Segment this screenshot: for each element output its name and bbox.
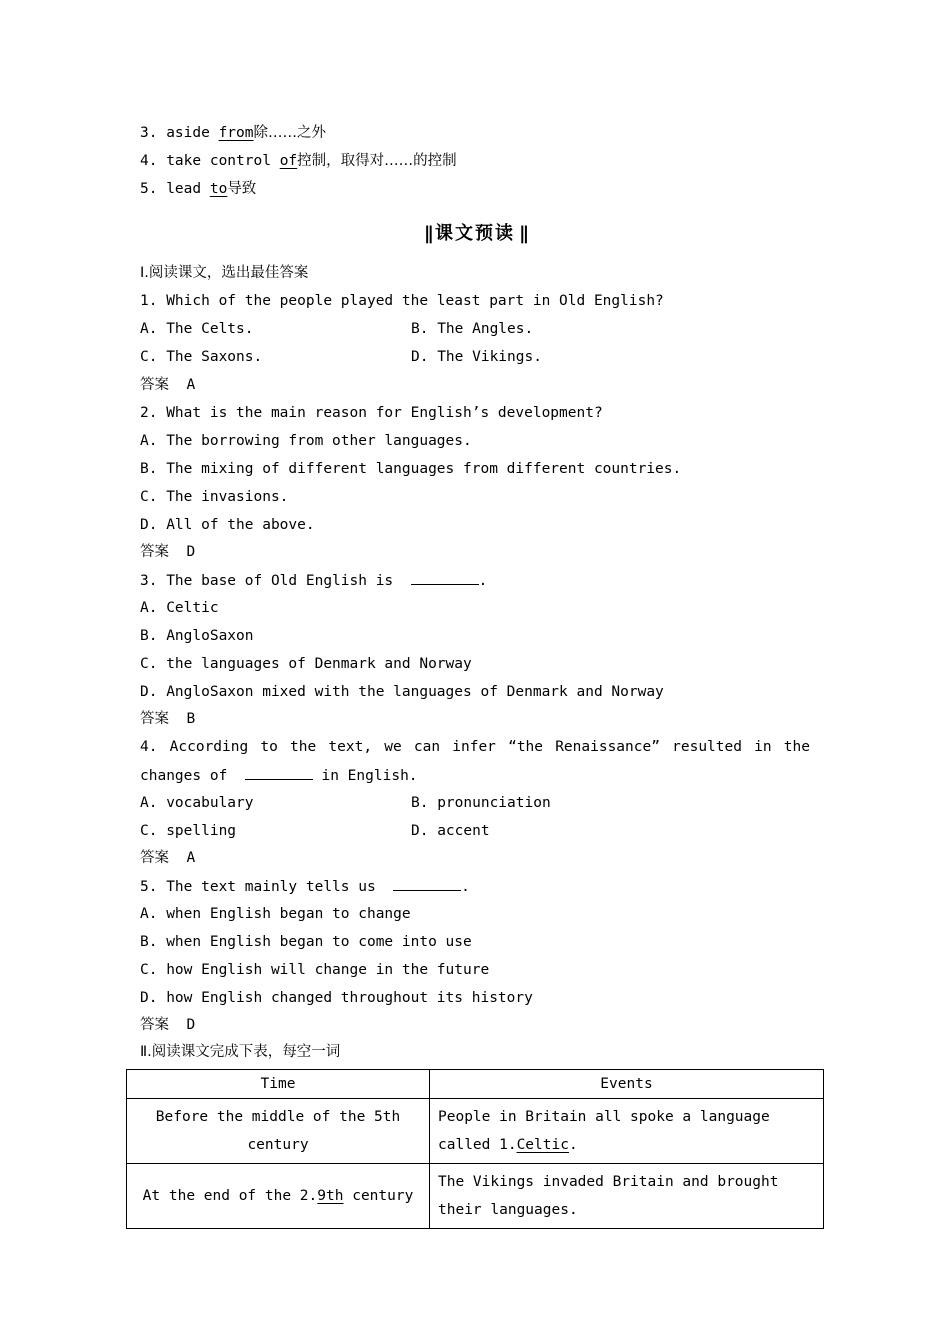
- part1-title: Ⅰ.阅读课文，选出最佳答案: [140, 265, 309, 281]
- option-b: B. when English began to come into use: [140, 934, 472, 950]
- option-b: B. The mixing of different languages from different countries.: [140, 461, 682, 477]
- option-a: A. vocabulary: [140, 795, 254, 811]
- vocab-item-5: 5. lead to导致: [140, 181, 257, 197]
- option-b: B. The Angles.: [411, 321, 534, 337]
- part2-title: Ⅱ.阅读课文完成下表，每空一词: [140, 1044, 341, 1060]
- answer-1: 答案 A: [140, 377, 196, 393]
- vocab-answer: of: [279, 153, 298, 169]
- section-title: || 课文预读 ||: [423, 223, 527, 244]
- timeline-table: [126, 1069, 824, 1229]
- events-cell: People in Britain all spoke a language called 1.Celtic.: [430, 1099, 824, 1164]
- vocab-item-3: 3. aside from除……之外: [140, 125, 326, 141]
- answer-4: 答案 A: [140, 850, 196, 866]
- answer-2: 答案 D: [140, 544, 196, 560]
- option-c: C. spelling: [140, 823, 237, 839]
- option-c: C. The Saxons.: [140, 349, 263, 365]
- answer-3: 答案 B: [140, 711, 196, 727]
- option-d: D. AngloSaxon mixed with the languages of Denmark and Norway: [140, 684, 664, 700]
- vocab-answer: to: [209, 181, 228, 197]
- table-row: [127, 1164, 824, 1229]
- option-a: A. when English began to change: [140, 906, 411, 922]
- option-d: D. how English changed throughout its history: [140, 990, 533, 1006]
- vocab-answer: from: [218, 125, 254, 141]
- table-header-row: [127, 1070, 824, 1099]
- question-4-line2: changes of in English.: [140, 765, 418, 786]
- time-cell: Before the middle of the 5th century: [127, 1099, 430, 1164]
- option-d: D. The Vikings.: [411, 349, 542, 365]
- answer-blank: [245, 765, 313, 780]
- question-5: 5. The text mainly tells us .: [140, 876, 470, 897]
- option-a: A. Celtic: [140, 600, 219, 616]
- question-2: 2. What is the main reason for English’s development?: [140, 405, 603, 421]
- option-c: C. the languages of Denmark and Norway: [140, 656, 472, 672]
- blank-answer: Celtic: [516, 1137, 569, 1153]
- answer-blank: [411, 570, 479, 585]
- question-3: 3. The base of Old English is .: [140, 570, 487, 591]
- table-row: [127, 1099, 824, 1164]
- option-c: C. how English will change in the future: [140, 962, 490, 978]
- option-d: D. All of the above.: [140, 517, 315, 533]
- option-d: D. accent: [411, 823, 490, 839]
- option-c: C. The invasions.: [140, 489, 289, 505]
- time-cell: At the end of the 2.9th century: [127, 1164, 430, 1229]
- answer-5: 答案 D: [140, 1017, 196, 1033]
- answer-blank: [393, 876, 461, 891]
- option-b: B. pronunciation: [411, 795, 551, 811]
- option-a: A. The borrowing from other languages.: [140, 433, 472, 449]
- blank-answer: 9th: [317, 1188, 344, 1204]
- question-4-line1: 4. According to the text, we can infer “the Renaissance” resulted in the: [140, 739, 810, 755]
- question-1: 1. Which of the people played the least part in Old English?: [140, 293, 664, 309]
- option-a: A. The Celts.: [140, 321, 254, 337]
- header-events: Events: [430, 1070, 824, 1099]
- header-time: Time: [127, 1070, 430, 1099]
- option-b: B. AngloSaxon: [140, 628, 254, 644]
- events-cell: The Vikings invaded Britain and brought their languages.: [430, 1164, 824, 1229]
- vocab-item-4: 4. take control of控制，取得对……的控制: [140, 153, 457, 169]
